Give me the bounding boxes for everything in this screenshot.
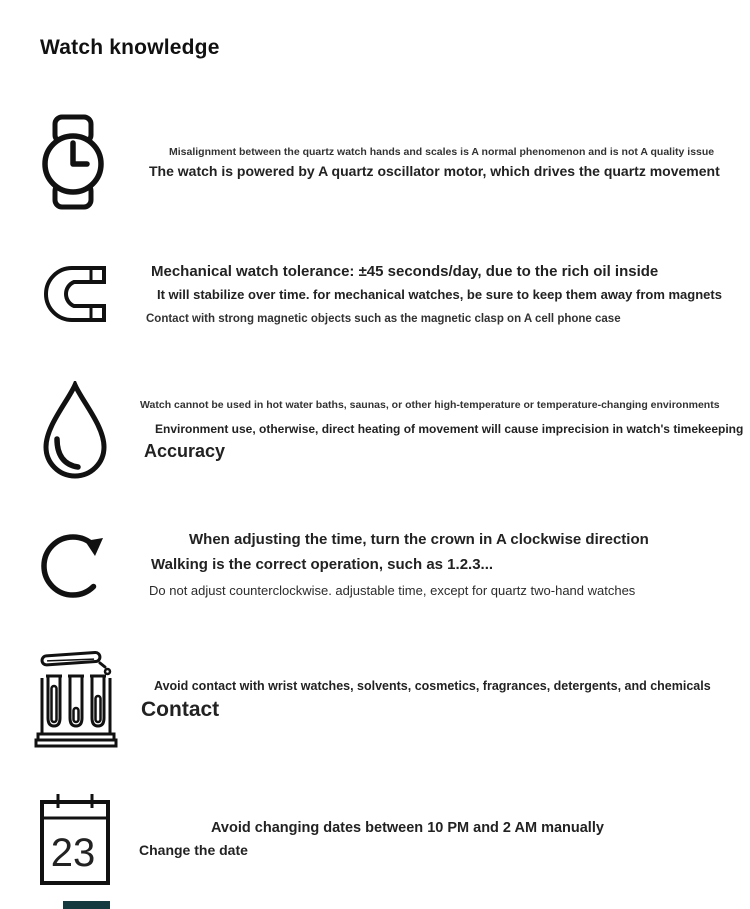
calendar-icon	[40, 791, 110, 886]
test-tubes-icon	[34, 646, 118, 748]
hot-water-warning-note: Watch cannot be used in hot water baths, saunas, or other high-temperature or temperature-changing environments	[140, 399, 720, 411]
calendar-date-label: 23	[50, 831, 96, 875]
quartz-movement-text: The watch is powered by A quartz oscillator motor, which drives the quartz movement	[149, 163, 720, 179]
magnet-icon	[42, 266, 108, 322]
correct-operation-text: Walking is the correct operation, such as 1.2.3...	[151, 556, 494, 573]
bottom-accent-bar	[63, 901, 110, 909]
accuracy-heading: Accuracy	[144, 441, 226, 461]
page-title: Watch knowledge	[40, 36, 220, 59]
magnetic-clasp-note: Contact with strong magnetic objects such as the magnetic clasp on A cell phone case	[146, 313, 621, 325]
water-drop-icon	[40, 381, 110, 481]
mechanical-tolerance-text: Mechanical watch tolerance: ±45 seconds/day, due to the rich oil inside	[151, 263, 659, 280]
adjust-time-clockwise-text: When adjusting the time, turn the crown in A clockwise direction	[189, 531, 649, 548]
magnet-warning-text: It will stabilize over time. for mechanical watches, be sure to keep them away from magnets	[157, 287, 722, 302]
counterclockwise-warning-note: Do not adjust counterclockwise. adjustable time, except for quartz two-hand watches	[149, 583, 636, 598]
avoid-date-change-text: Avoid changing dates between 10 PM and 2 AM manually	[211, 820, 604, 836]
rotate-clockwise-icon	[40, 526, 110, 602]
contact-heading: Contact	[141, 698, 220, 721]
wristwatch-icon	[40, 114, 106, 210]
avoid-chemicals-text: Avoid contact with wrist watches, solvents, cosmetics, fragrances, detergents, and chemicals	[154, 679, 711, 693]
quartz-misalignment-note: Misalignment between the quartz watch hands and scales is A normal phenomenon and is not A quality issue	[169, 146, 715, 158]
environment-use-text: Environment use, otherwise, direct heating of movement will cause imprecision in watch's timekeeping	[155, 422, 744, 436]
change-date-heading: Change the date	[139, 842, 248, 858]
